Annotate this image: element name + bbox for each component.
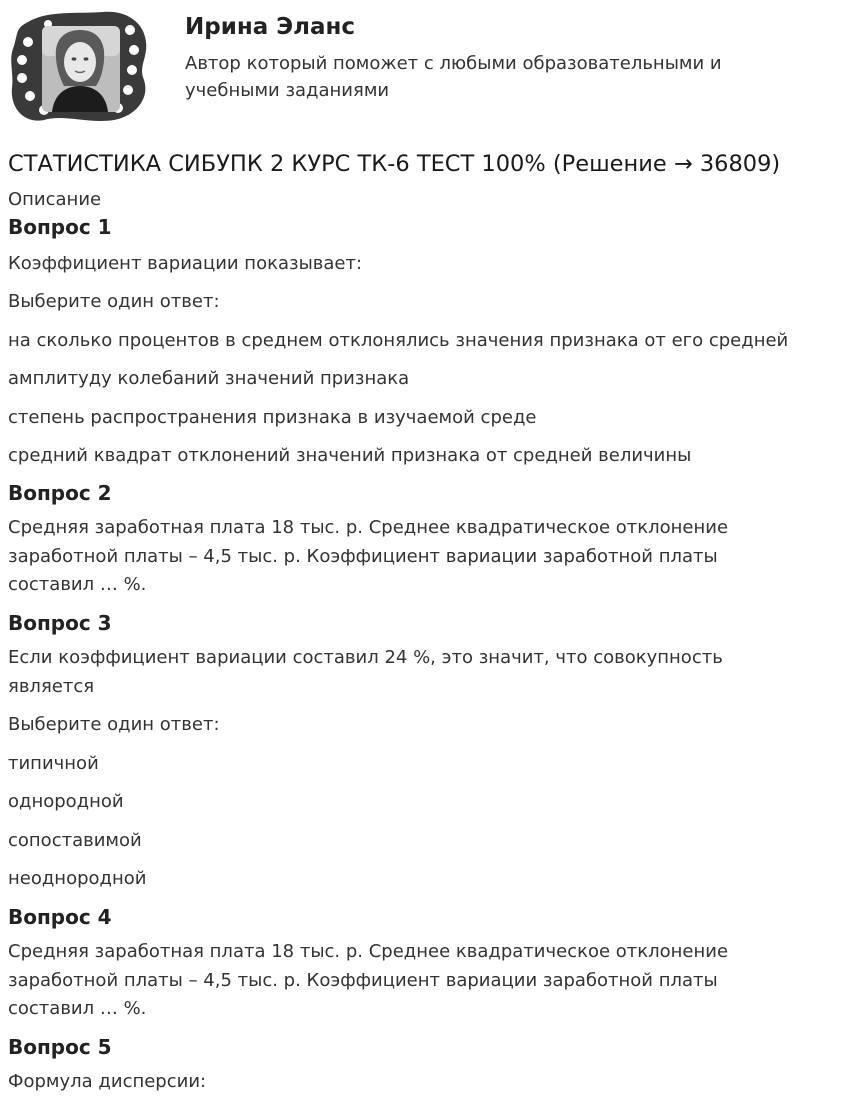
question-3-option-1[interactable]: типичной [8, 753, 99, 774]
question-3-prompt: Выберите один ответ: [8, 714, 220, 735]
question-1-heading: Вопрос 1 [8, 215, 112, 239]
question-1-option-4[interactable]: средний квадрат отклонений значений признака от средней величины [8, 445, 692, 466]
question-1-prompt: Выберите один ответ: [8, 291, 220, 312]
question-2-text: Средняя заработная плата 18 тыс. р. Среднее квадратическое отклонение заработной платы – 4,5 тыс. р. Коэффициент вариации заработной платы составил … %. [8, 517, 729, 595]
question-1-text: Коэффициент вариации показывает: [8, 253, 363, 274]
author-header [0, 0, 847, 130]
question-3-heading: Вопрос 3 [8, 611, 112, 635]
author-description: Автор который поможет с любыми образовательными и учебными заданиями [185, 53, 722, 101]
question-3-text: Если коэффициент вариации составил 24 %, это значит, что совокупность является [8, 647, 723, 697]
question-5-heading: Вопрос 5 [8, 1035, 112, 1059]
author-name: Ирина Эланс [185, 14, 356, 40]
question-4-heading: Вопрос 4 [8, 905, 112, 929]
description-label: Описание [8, 189, 102, 210]
portrait-photo [42, 26, 120, 112]
question-4-text: Средняя заработная плата 18 тыс. р. Среднее квадратическое отклонение заработной платы – 4,5 тыс. р. Коэффициент вариации заработной платы составил … %. [8, 941, 729, 1019]
author-avatar[interactable] [8, 8, 150, 126]
question-3-option-3[interactable]: сопоставимой [8, 830, 142, 851]
question-3-option-4[interactable]: неоднородной [8, 868, 147, 889]
document-title: СТАТИСТИКА СИБУПК 2 КУРС ТК-6 ТЕСТ 100% (Решение → 36809) [8, 151, 781, 177]
question-3-option-2[interactable]: однородной [8, 791, 124, 812]
question-1-option-1[interactable]: на сколько процентов в среднем отклонялись значения признака от его средней [8, 330, 789, 351]
question-5-text: Формула дисперсии: [8, 1071, 207, 1092]
question-1-option-2[interactable]: амплитуду колебаний значений признака [8, 368, 410, 389]
question-1-option-3[interactable]: степень распространения признака в изучаемой среде [8, 407, 537, 428]
question-2-heading: Вопрос 2 [8, 481, 112, 505]
